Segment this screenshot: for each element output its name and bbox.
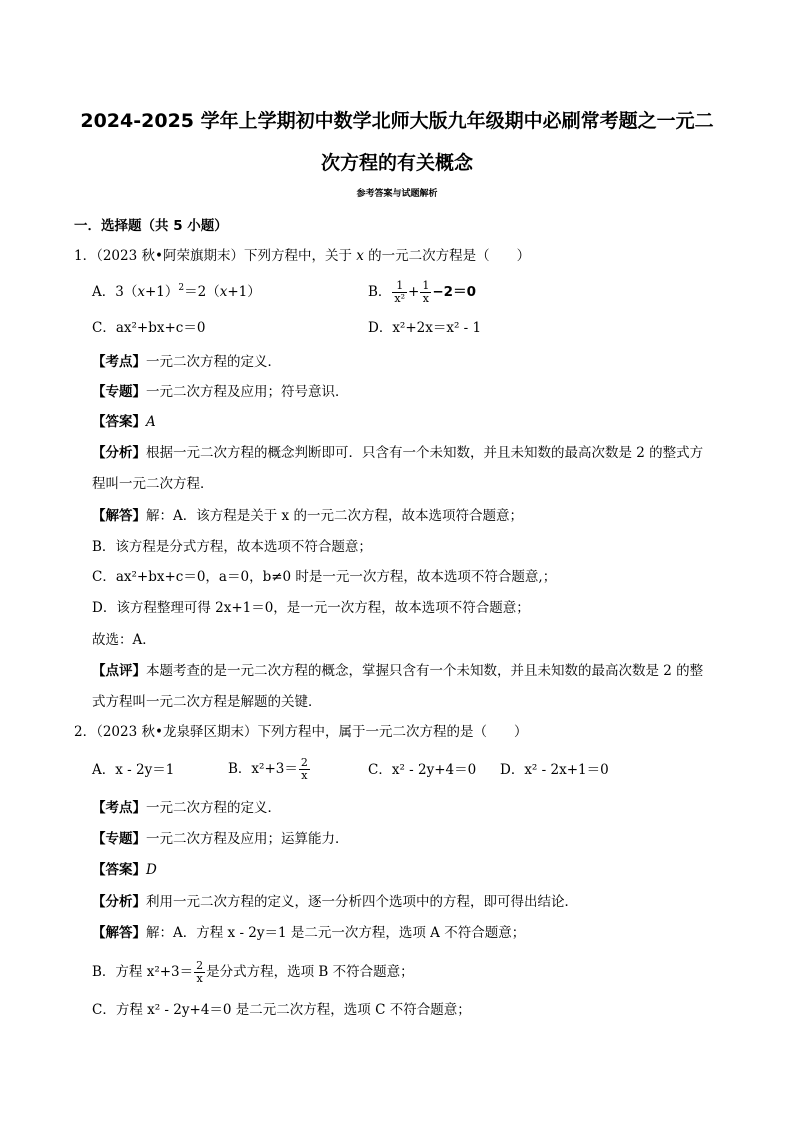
title-line-2: 次方程的有关概念: [320, 152, 473, 174]
title-line-1: 2024-2025 学年上学期初中数学北师大版九年级期中必刷常考题之一元二: [80, 110, 714, 132]
q1-stem: 1．（2023 秋•阿荣旗期末）下列方程中，关于 x 的一元二次方程是（ ）: [74, 248, 531, 264]
q1-option-c: C．ax²+bx+c＝0: [92, 320, 206, 336]
q1-zhuanti: 【专题】一元二次方程及应用；符号意识．: [92, 384, 349, 400]
q2-option-c: C．x² - 2y+4＝0: [368, 762, 477, 778]
q1-fenxi: 【分析】根据一元二次方程的概念判断即可．只含有一个未知数，并且未知数的最高次数是 2 的整式方: [92, 445, 704, 461]
q1-dianping-cont: 式方程叫一元二次方程是解题的关键．: [92, 694, 322, 710]
document-title: [60, 100, 734, 184]
q1-jieda-d: D．该方程整理可得 2x+1＝0，是一元一次方程，故本选项不符合题意；: [92, 600, 530, 616]
q1-dianping: 【点评】本题考查的是一元二次方程的概念，掌握只含有一个未知数，并且未知数的最高次数是 2 的整: [92, 663, 704, 679]
q1-option-b: B． $\frac{1}{\text{x²}}$ + $\frac{1}{x}$ −2＝0: [368, 279, 476, 305]
q2-option-b: B．x²+3＝ $\frac{2}{x}$: [228, 756, 308, 782]
q2-option-d: D．x² - 2x+1＝0: [500, 762, 609, 778]
q1-jieda-c: C．ax²+bx+c＝0，a＝0，b≠0 时是一元一次方程，故本选项不符合题意,；: [92, 569, 557, 585]
section-heading: 一．选择题（共 5 小题）: [74, 218, 228, 234]
q2-zhuanti: 【专题】一元二次方程及应用；运算能力．: [92, 831, 349, 847]
q2-stem: 2．（2023 秋•龙泉驿区期末）下列方程中，属于一元二次方程的是（ ）: [74, 724, 528, 740]
q1-jieda-b: B．该方程是分式方程，故本选项不符合题意；: [92, 539, 372, 555]
q1-option-a: A．$3(x+1)^2=2(x+1)$: [92, 283, 261, 300]
q2-jieda-b: B．方程 x²+3＝ $\frac{2}{x}$ 是分式方程，选项 B 不符合题意；: [92, 959, 414, 985]
q1-option-b-fraction-2: $\frac{1}{x}$: [422, 279, 430, 305]
q1-daan: 【答案】A: [92, 414, 156, 430]
q2-jieda: 【解答】解：A．方程 x - 2y＝1 是二元一次方程，选项 A 不符合题意；: [92, 925, 526, 941]
q2-kaodian: 【考点】一元二次方程的定义．: [92, 800, 281, 816]
q2-jieda-fraction: $\frac{2}{x}$: [196, 959, 204, 985]
document-subtitle: 参考答案与试题解析: [356, 189, 438, 199]
q2-option-b-fraction: $\frac{2}{x}$: [300, 756, 308, 782]
q1-option-d: D．x²+2x＝x² - 1: [368, 320, 482, 336]
q1-option-b-fraction-1: $\frac{1}{\text{x²}}$: [394, 279, 406, 305]
q1-kaodian: 【考点】一元二次方程的定义．: [92, 354, 281, 370]
q1-jieda-answer: 故选：A．: [92, 632, 156, 648]
q2-option-a: A．x - 2y＝1: [92, 762, 175, 778]
q2-daan: 【答案】D: [92, 862, 157, 878]
q2-fenxi: 【分析】利用一元二次方程的定义，逐一分析四个选项中的方程，即可得出结论．: [92, 894, 578, 910]
q1-fenxi-cont: 程叫一元二次方程．: [92, 476, 214, 492]
q1-jieda: 【解答】解：A．该方程是关于 x 的一元二次方程，故本选项符合题意；: [92, 508, 523, 524]
q2-jieda-c: C．方程 x² - 2y+4＝0 是二元二次方程，选项 C 不符合题意；: [92, 1002, 471, 1018]
